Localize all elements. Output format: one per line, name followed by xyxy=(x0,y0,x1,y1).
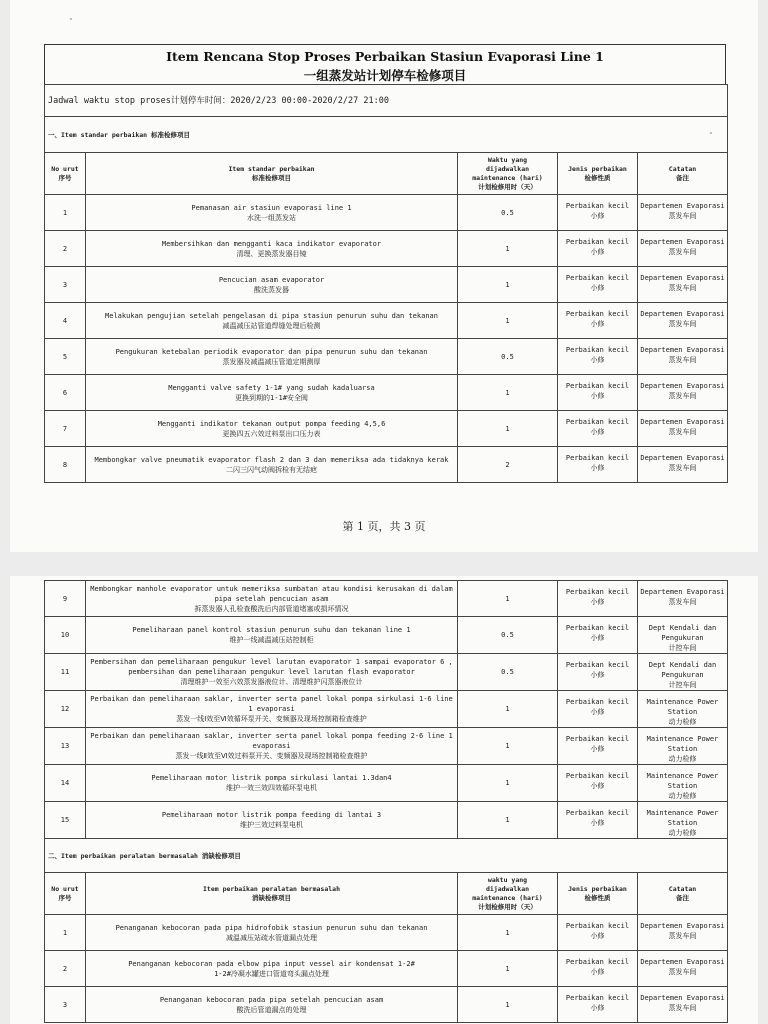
row-number: 10 xyxy=(45,617,86,654)
row-item xyxy=(86,728,458,765)
row-item-id: Pengukuran ketebalan periodik evaporator dan pipa penurun suhu dan tekanan xyxy=(115,347,428,356)
row-item-id: Pemeliharaan motor listrik pompa sirkulasi lantai 1.3dan4 xyxy=(151,774,392,782)
document-title xyxy=(44,44,726,85)
row-days: 1 xyxy=(458,802,558,839)
row-item xyxy=(86,691,458,728)
header-waktu: waktu yang dijadwalkan maintenance (hari) 计划检修用时（天） xyxy=(458,873,558,915)
row-days: 1 xyxy=(458,728,558,765)
table-row xyxy=(45,915,728,951)
row-item xyxy=(86,617,458,654)
table-row xyxy=(45,987,728,1023)
row-number: 2 xyxy=(45,231,86,267)
row-number: 8 xyxy=(45,447,86,483)
row-type: Perbaikan kecil 小修 xyxy=(558,411,638,447)
row-number: 6 xyxy=(45,375,86,411)
table-row xyxy=(45,447,728,483)
row-item-cn: 维护一效三效四效循环泵电机 xyxy=(226,784,317,792)
row-days: 0.5 xyxy=(458,339,558,375)
row-type: Perbaikan kecil 小修 xyxy=(558,617,638,654)
row-number: 13 xyxy=(45,728,86,765)
row-days: 0.5 xyxy=(458,654,558,691)
row-note: Departemen Evaporasi 蒸发车间 xyxy=(638,581,728,617)
row-item-id: Pemeliharaan motor listrik pompa feeding di lantai 3 xyxy=(161,811,382,819)
table-row xyxy=(45,581,728,617)
row-item-cn: 酸洗蒸发器 xyxy=(254,285,289,294)
row-type: Perbaikan kecil 小修 xyxy=(558,303,638,339)
table-row xyxy=(45,617,728,654)
row-item xyxy=(86,581,458,617)
row-note: Departemen Evaporasi 蒸发车间 xyxy=(638,447,728,483)
row-type: Perbaikan kecil 小修 xyxy=(558,447,638,483)
section-2-title: 二、Item perbaikan peralatan bermasalah 消缺检修项目 xyxy=(45,839,728,873)
page-footer: 第 1 页，共 3 页 xyxy=(342,520,426,533)
table-row xyxy=(45,375,728,411)
header-catatan: Catatan 备注 xyxy=(638,153,728,195)
row-days: 1 xyxy=(458,267,558,303)
row-number: 1 xyxy=(45,915,86,951)
row-type: Perbaikan kecil 小修 xyxy=(558,728,638,765)
row-item-id: Membongkar valve pneumatik evaporator flash 2 dan 3 dan memeriksa ada tidaknya kerak xyxy=(94,455,449,464)
row-days: 1 xyxy=(458,231,558,267)
row-days: 1 xyxy=(458,951,558,987)
row-note: Departemen Evaporasi 蒸发车间 xyxy=(638,195,728,231)
header-no: No urut 序号 xyxy=(45,873,86,915)
table-row xyxy=(45,765,728,802)
row-item xyxy=(86,231,458,267)
table-row xyxy=(45,691,728,728)
row-number: 4 xyxy=(45,303,86,339)
table-row xyxy=(45,802,728,839)
title-line-1: Item Rencana Stop Proses Perbaikan Stasiun Evaporasi Line 1 xyxy=(166,49,604,64)
row-type: Perbaikan kecil 小修 xyxy=(558,339,638,375)
row-number: 3 xyxy=(45,267,86,303)
row-item-cn: 清理、更换蒸发器目镜 xyxy=(236,249,307,258)
row-item-id: Pemanasan air stasiun evaporasi line 1 xyxy=(191,203,352,212)
row-item-id: Perbaikan dan pemeliharaan saklar, inverter serta panel lokal pompa sirkulasi 1-6 line 1 evaporasi xyxy=(90,695,453,713)
row-note: Departemen Evaporasi 蒸发车间 xyxy=(638,951,728,987)
row-note: Departemen Evaporasi 蒸发车间 xyxy=(638,231,728,267)
row-number: 15 xyxy=(45,802,86,839)
table-header-row xyxy=(45,873,728,915)
row-number: 5 xyxy=(45,339,86,375)
row-item-cn: 维护一线减温减压站控制柜 xyxy=(229,636,314,644)
row-item xyxy=(86,195,458,231)
row-number: 3 xyxy=(45,987,86,1023)
row-days: 1 xyxy=(458,303,558,339)
table-row xyxy=(45,339,728,375)
row-item-id: Pencucian asam evaporator xyxy=(218,275,325,284)
row-type: Perbaikan kecil 小修 xyxy=(558,231,638,267)
row-note: Departemen Evaporasi 蒸发车间 xyxy=(638,303,728,339)
document-page-1 xyxy=(10,0,758,552)
row-item xyxy=(86,411,458,447)
table-row xyxy=(45,654,728,691)
row-item-id: Pembersihan dan pemeliharaan pengukur level larutan evaporator 1 sampai evaporator 6 , pembersihan dan pemeliharaan pengukur level larutan flash evaporator xyxy=(90,658,453,676)
row-type: Perbaikan kecil 小修 xyxy=(558,581,638,617)
row-item xyxy=(86,267,458,303)
standard-items-table xyxy=(44,84,728,483)
row-item-cn: 减温减压站管道焊缝处理后检测 xyxy=(222,321,321,330)
row-number: 14 xyxy=(45,765,86,802)
row-item xyxy=(86,303,458,339)
schedule-line: Jadwal waktu stop proses计划停车时间：2020/2/23 00:00-2020/2/27 21:00 xyxy=(45,85,728,117)
row-note: Maintenance Power Station 动力检修 xyxy=(638,802,728,839)
row-item-cn: 二闪三闪气动阀拆检有无结疤 xyxy=(226,465,317,474)
scan-speck xyxy=(70,18,72,20)
row-item-id: Mengganti valve safety 1-1# yang sudah kadaluarsa xyxy=(168,383,375,392)
table-row xyxy=(45,951,728,987)
row-type: Perbaikan kecil 小修 xyxy=(558,765,638,802)
row-days: 2 xyxy=(458,447,558,483)
row-item xyxy=(86,765,458,802)
row-item-cn: 蒸发器及减温减压管道定期测厚 xyxy=(222,357,321,366)
row-number: 2 xyxy=(45,951,86,987)
row-item-cn: 蒸发一线Ⅱ效至Ⅵ效过料泵开关、变频器及现场控制箱检查维护 xyxy=(175,752,368,760)
row-type: Perbaikan kecil 小修 xyxy=(558,195,638,231)
row-item xyxy=(86,802,458,839)
row-note: Maintenance Power Station 动力检修 xyxy=(638,728,728,765)
table-header-row xyxy=(45,153,728,195)
row-item xyxy=(86,375,458,411)
row-days: 1 xyxy=(458,915,558,951)
row-days: 1 xyxy=(458,765,558,802)
row-days: 1 xyxy=(458,987,558,1023)
row-item-id: Membongkar manhole evaporator untuk memeriksa sumbatan atau kondisi kerusakan di dalam pipa setelah pencucian asam xyxy=(90,584,453,603)
row-note: Departemen Evaporasi 蒸发车间 xyxy=(638,411,728,447)
table-row xyxy=(45,728,728,765)
row-days: 1 xyxy=(458,375,558,411)
row-item-cn: 减温减压站疏水管道漏点处理 xyxy=(226,933,317,942)
row-note: Departemen Evaporasi 蒸发车间 xyxy=(638,915,728,951)
header-no: No urut 序号 xyxy=(45,153,86,195)
row-item xyxy=(86,654,458,691)
row-number: 11 xyxy=(45,654,86,691)
row-note: Departemen Evaporasi 蒸发车间 xyxy=(638,267,728,303)
row-type: Perbaikan kecil 小修 xyxy=(558,691,638,728)
row-type: Perbaikan kecil 小修 xyxy=(558,375,638,411)
table-row xyxy=(45,195,728,231)
row-item xyxy=(86,987,458,1023)
header-jenis: Jenis perbaikan 检修性质 xyxy=(558,873,638,915)
row-item-cn: 1-2#冷凝水罐进口管道弯头漏点处理 xyxy=(214,969,329,978)
row-item-cn: 水洗一组蒸发站 xyxy=(247,213,296,222)
row-days: 0.5 xyxy=(458,617,558,654)
row-note: Departemen Evaporasi 蒸发车间 xyxy=(638,987,728,1023)
row-item-cn: 清理维护一效至六效蒸发器液位计、清理维护闪蒸器液位计 xyxy=(180,678,363,686)
row-item xyxy=(86,951,458,987)
header-catatan: Catatan 备注 xyxy=(638,873,728,915)
row-item-id: Penanganan kebocoran pada elbow pipa input vessel air kondensat 1-2# xyxy=(128,959,415,968)
row-number: 9 xyxy=(45,581,86,617)
row-item xyxy=(86,915,458,951)
title-line-2: 一组蒸发站计划停车检修项目 xyxy=(303,68,467,83)
row-item-id: Penanganan kebocoran pada pipa hidrofobik stasiun penurun suhu dan tekanan xyxy=(115,923,428,932)
table-row xyxy=(45,231,728,267)
row-item-id: Pemeliharaan panel kontrol stasiun penurun suhu dan tekanan line 1 xyxy=(132,626,411,634)
row-item-cn: 拆蒸发器人孔检查酸洗后内部管道堵塞或损坏情况 xyxy=(194,604,349,613)
row-note: Dept Kendali dan Pengukuran 计控车间 xyxy=(638,617,728,654)
row-note: Dept Kendali dan Pengukuran 计控车间 xyxy=(638,654,728,691)
section-1-title: 一、Item standar perbaikan 标准检修项目 xyxy=(45,117,728,153)
row-item-id: Membersihkan dan mengganti kaca indikator evaporator xyxy=(161,239,382,248)
continued-items-table xyxy=(44,580,728,1023)
table-row xyxy=(45,267,728,303)
row-type: Perbaikan kecil 小修 xyxy=(558,267,638,303)
row-item-cn: 蒸发一线Ⅰ效至Ⅵ效循环泵开关、变频器及现场控制箱检查维护 xyxy=(176,715,367,723)
row-item-cn: 更换到期的1-1#安全阀 xyxy=(235,393,308,402)
row-item-id: Mengganti indikator tekanan output pompa feeding 4,5,6 xyxy=(157,419,386,428)
document-page-2 xyxy=(10,576,758,1024)
row-note: Maintenance Power Station 动力检修 xyxy=(638,691,728,728)
row-number: 1 xyxy=(45,195,86,231)
row-number: 12 xyxy=(45,691,86,728)
table-row xyxy=(45,411,728,447)
row-type: Perbaikan kecil 小修 xyxy=(558,951,638,987)
row-days: 1 xyxy=(458,691,558,728)
row-item-id: Melakukan pengujian setelah pengelasan di pipa stasiun penurun suhu dan tekanan xyxy=(105,311,438,320)
header-waktu: Waktu yang dijadwalkan maintenance (hari) 计划检修用时（天） xyxy=(458,153,558,195)
row-days: 1 xyxy=(458,411,558,447)
row-item-id: Perbaikan dan pemeliharaan saklar, inverter serta panel lokal pompa feeding 2-6 line 1 evaporasi xyxy=(90,732,453,750)
row-days: 0.5 xyxy=(458,195,558,231)
row-note: Departemen Evaporasi 蒸发车间 xyxy=(638,375,728,411)
row-number: 7 xyxy=(45,411,86,447)
row-type: Perbaikan kecil 小修 xyxy=(558,654,638,691)
header-item: Item standar perbaikan 标准检修项目 xyxy=(86,153,458,195)
row-item-cn: 维护三效过料泵电机 xyxy=(240,821,303,829)
row-item xyxy=(86,447,458,483)
row-item-cn: 更换四五六效过料泵出口压力表 xyxy=(222,429,321,438)
row-type: Perbaikan kecil 小修 xyxy=(558,987,638,1023)
row-type: Perbaikan kecil 小修 xyxy=(558,915,638,951)
row-type: Perbaikan kecil 小修 xyxy=(558,802,638,839)
header-jenis: Jenis perbaikan 检修性质 xyxy=(558,153,638,195)
row-item xyxy=(86,339,458,375)
header-item: Item perbaikan peralatan bermasalah 消缺检修项目 xyxy=(86,873,458,915)
table-row xyxy=(45,303,728,339)
row-item-cn: 酸洗后管道漏点的处理 xyxy=(236,1005,307,1014)
row-note: Departemen Evaporasi 蒸发车间 xyxy=(638,339,728,375)
row-note: Maintenance Power Station 动力检修 xyxy=(638,765,728,802)
row-days: 1 xyxy=(458,581,558,617)
row-item-id: Penanganan kebocoran pada pipa setelah pencucian asam xyxy=(159,995,384,1004)
